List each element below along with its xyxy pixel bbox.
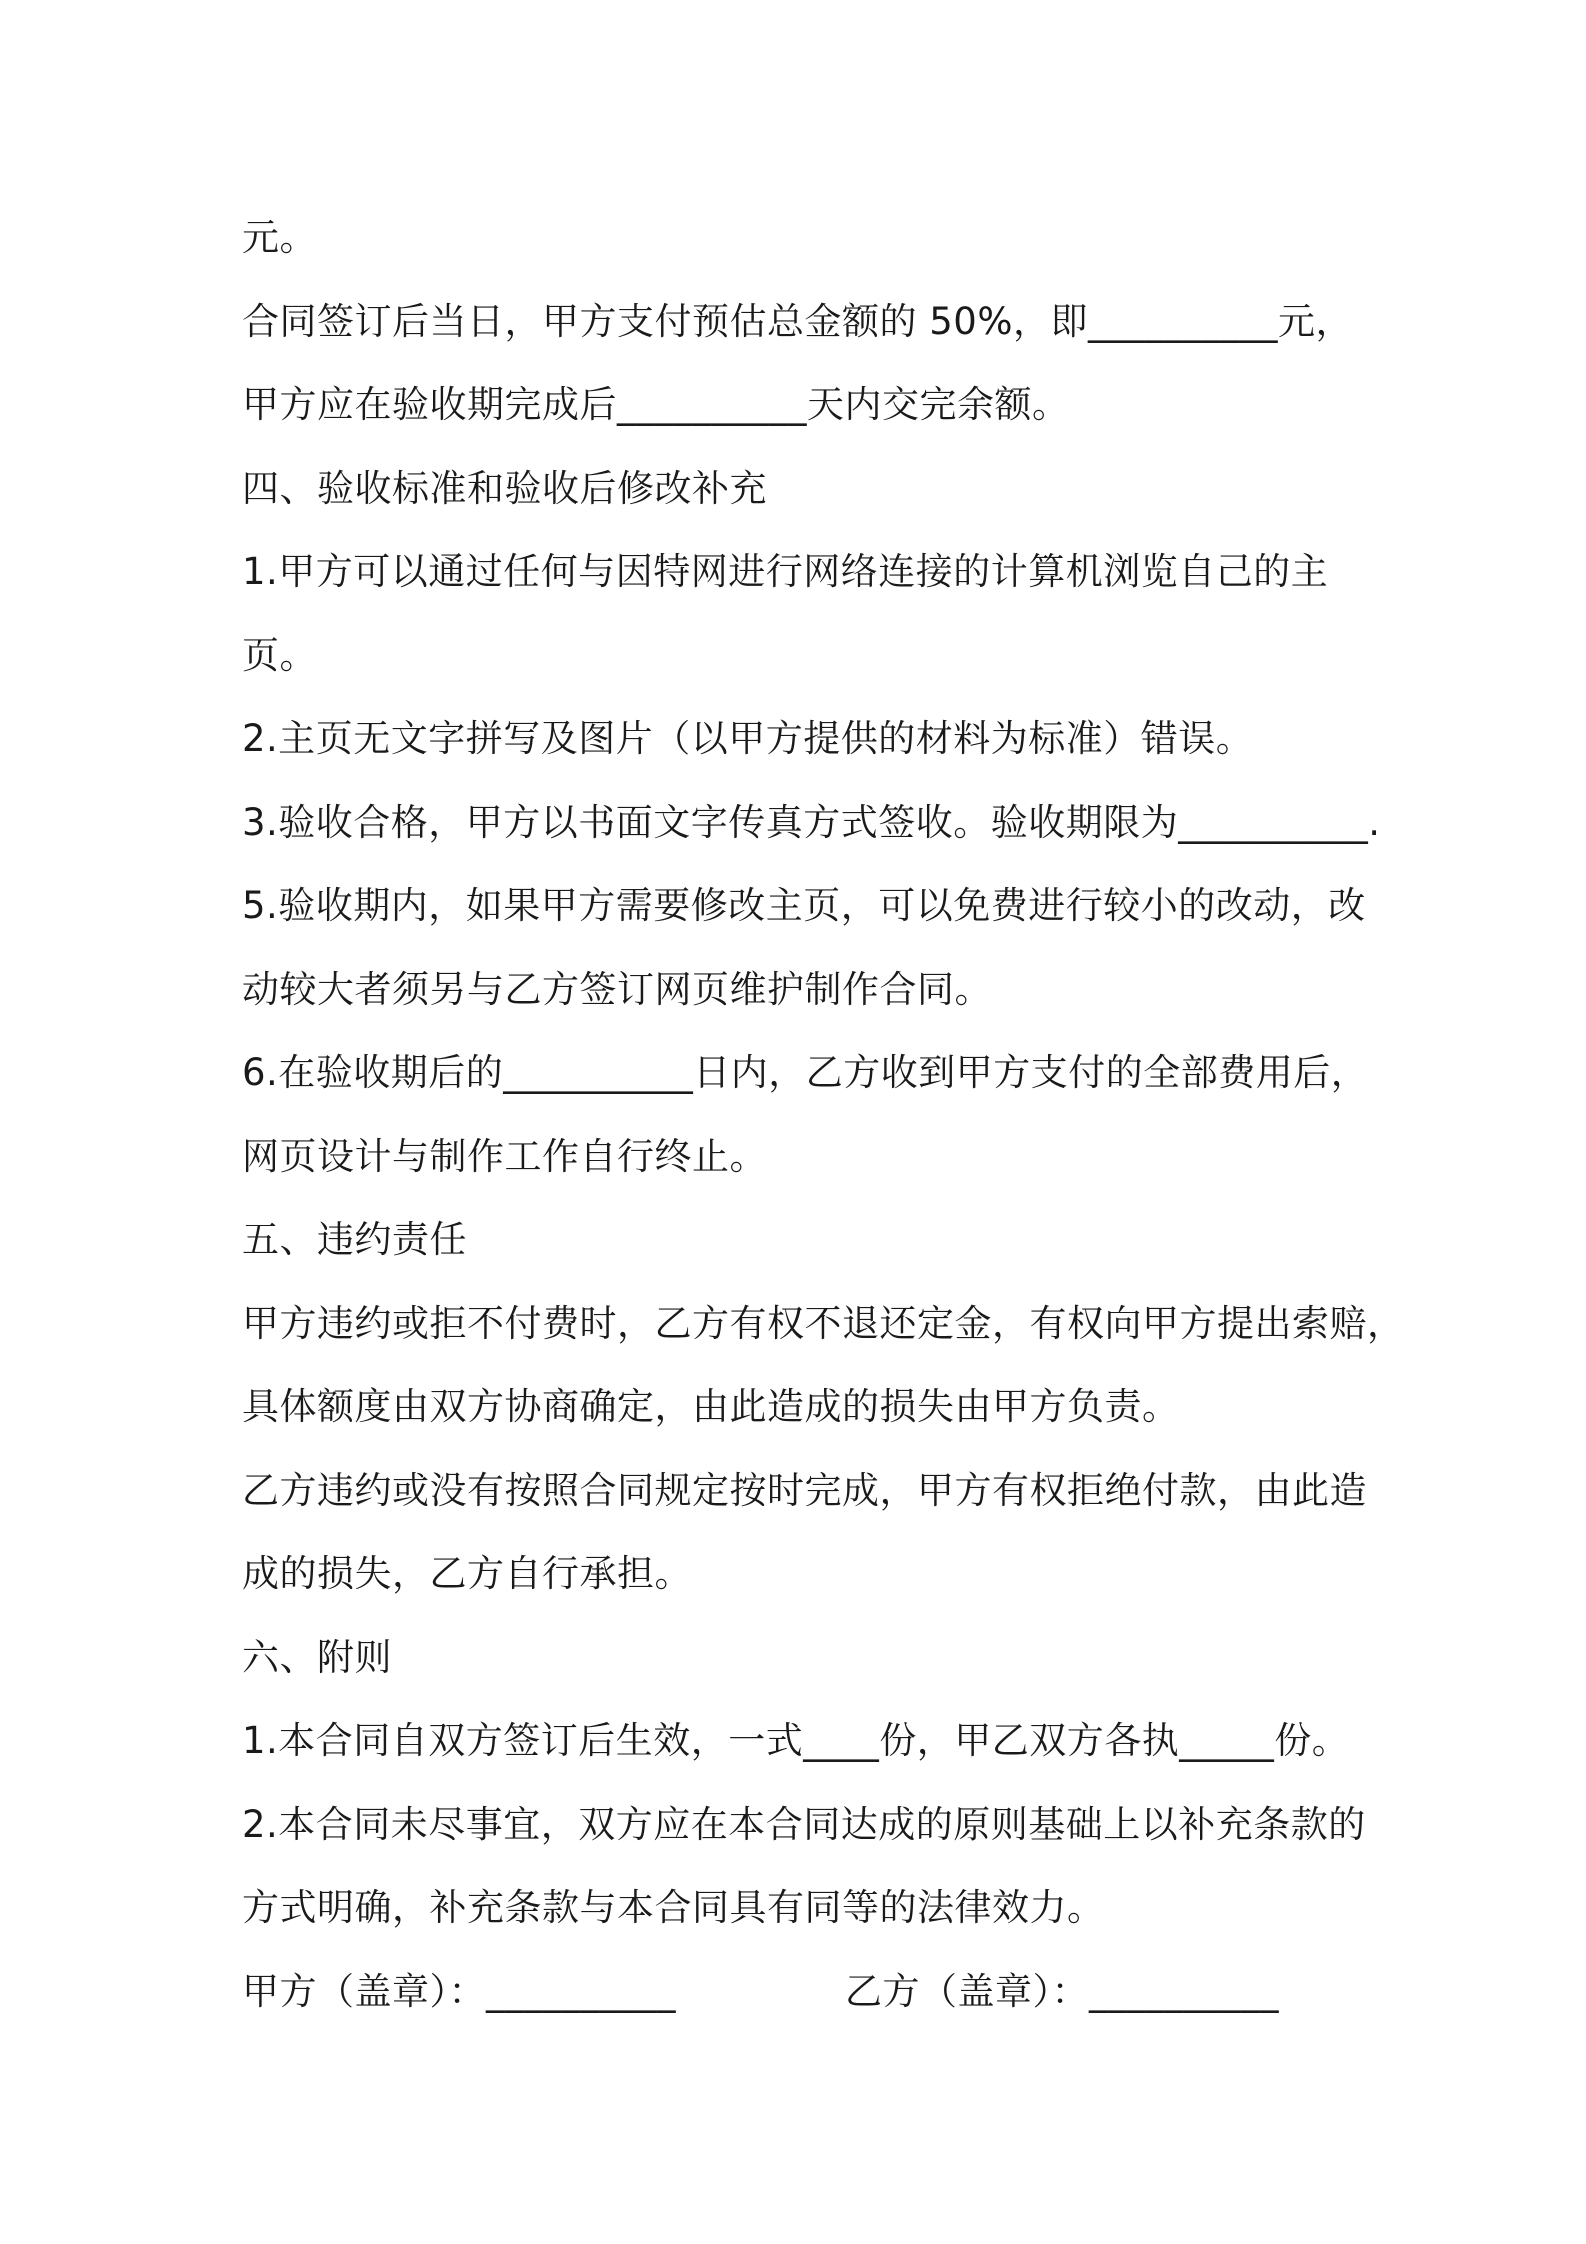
text-line: 2.本合同未尽事宜，双方应在本合同达成的原则基础上以补充条款的 (242, 1802, 1366, 1846)
text-line: 动较大者须另与乙方签订网页维护制作合同。 (242, 967, 992, 1011)
signature-row (242, 1950, 1372, 2034)
text-line: 乙方违约或没有按照合同规定按时完成，甲方有权拒绝付款，由此造 (242, 1468, 1367, 1512)
contract-body (242, 196, 1405, 2033)
text-line: 元。 (242, 216, 317, 259)
text-line: 甲方违约或拒不付费时，乙方有权不退还定金，有权向甲方提出索赔， (242, 1301, 1405, 1345)
text-line: 1.甲方可以通过任何与因特网进行网络连接的计算机浏览自己的主 (242, 550, 1329, 593)
party-a-signature: 甲方（盖章）：__________ (242, 1969, 676, 2013)
party-b-signature: 乙方（盖章）：__________ (845, 1969, 1279, 2013)
section-heading: 六、附则 (242, 1635, 392, 1679)
text-line: 5.验收期内，如果甲方需要修改主页，可以免费进行较小的改动，改 (242, 884, 1366, 927)
text-line: 页。 (242, 633, 317, 677)
text-line: 2.主页无文字拼写及图片（以甲方提供的材料为标准）错误。 (242, 717, 1254, 760)
text-line: 方式明确，补充条款与本合同具有同等的法律效力。 (242, 1886, 1105, 1929)
text-line: 合同签订后当日，甲方支付预估总金额的 50%，即__________元， (242, 299, 1353, 343)
text-line: 具体额度由双方协商确定，由此造成的损失由甲方负责。 (242, 1385, 1180, 1428)
text-line: 网页设计与制作工作自行终止。 (242, 1134, 767, 1178)
text-line: 1.本合同自双方签订后生效，一式____份，甲乙双方各执_____份。 (242, 1719, 1350, 1762)
text-line: 甲方应在验收期完成后__________天内交完余额。 (242, 383, 1070, 426)
text-line: 成的损失，乙方自行承担。 (242, 1552, 692, 1595)
text-line: 3.验收合格，甲方以书面文字传真方式签收。验收期限为__________. (242, 800, 1381, 844)
section-heading: 五、违约责任 (242, 1218, 467, 1261)
section-heading: 四、验收标准和验收后修改补充 (242, 466, 767, 510)
text-line: 6.在验收期后的__________日内，乙方收到甲方支付的全部费用后， (242, 1051, 1369, 1094)
